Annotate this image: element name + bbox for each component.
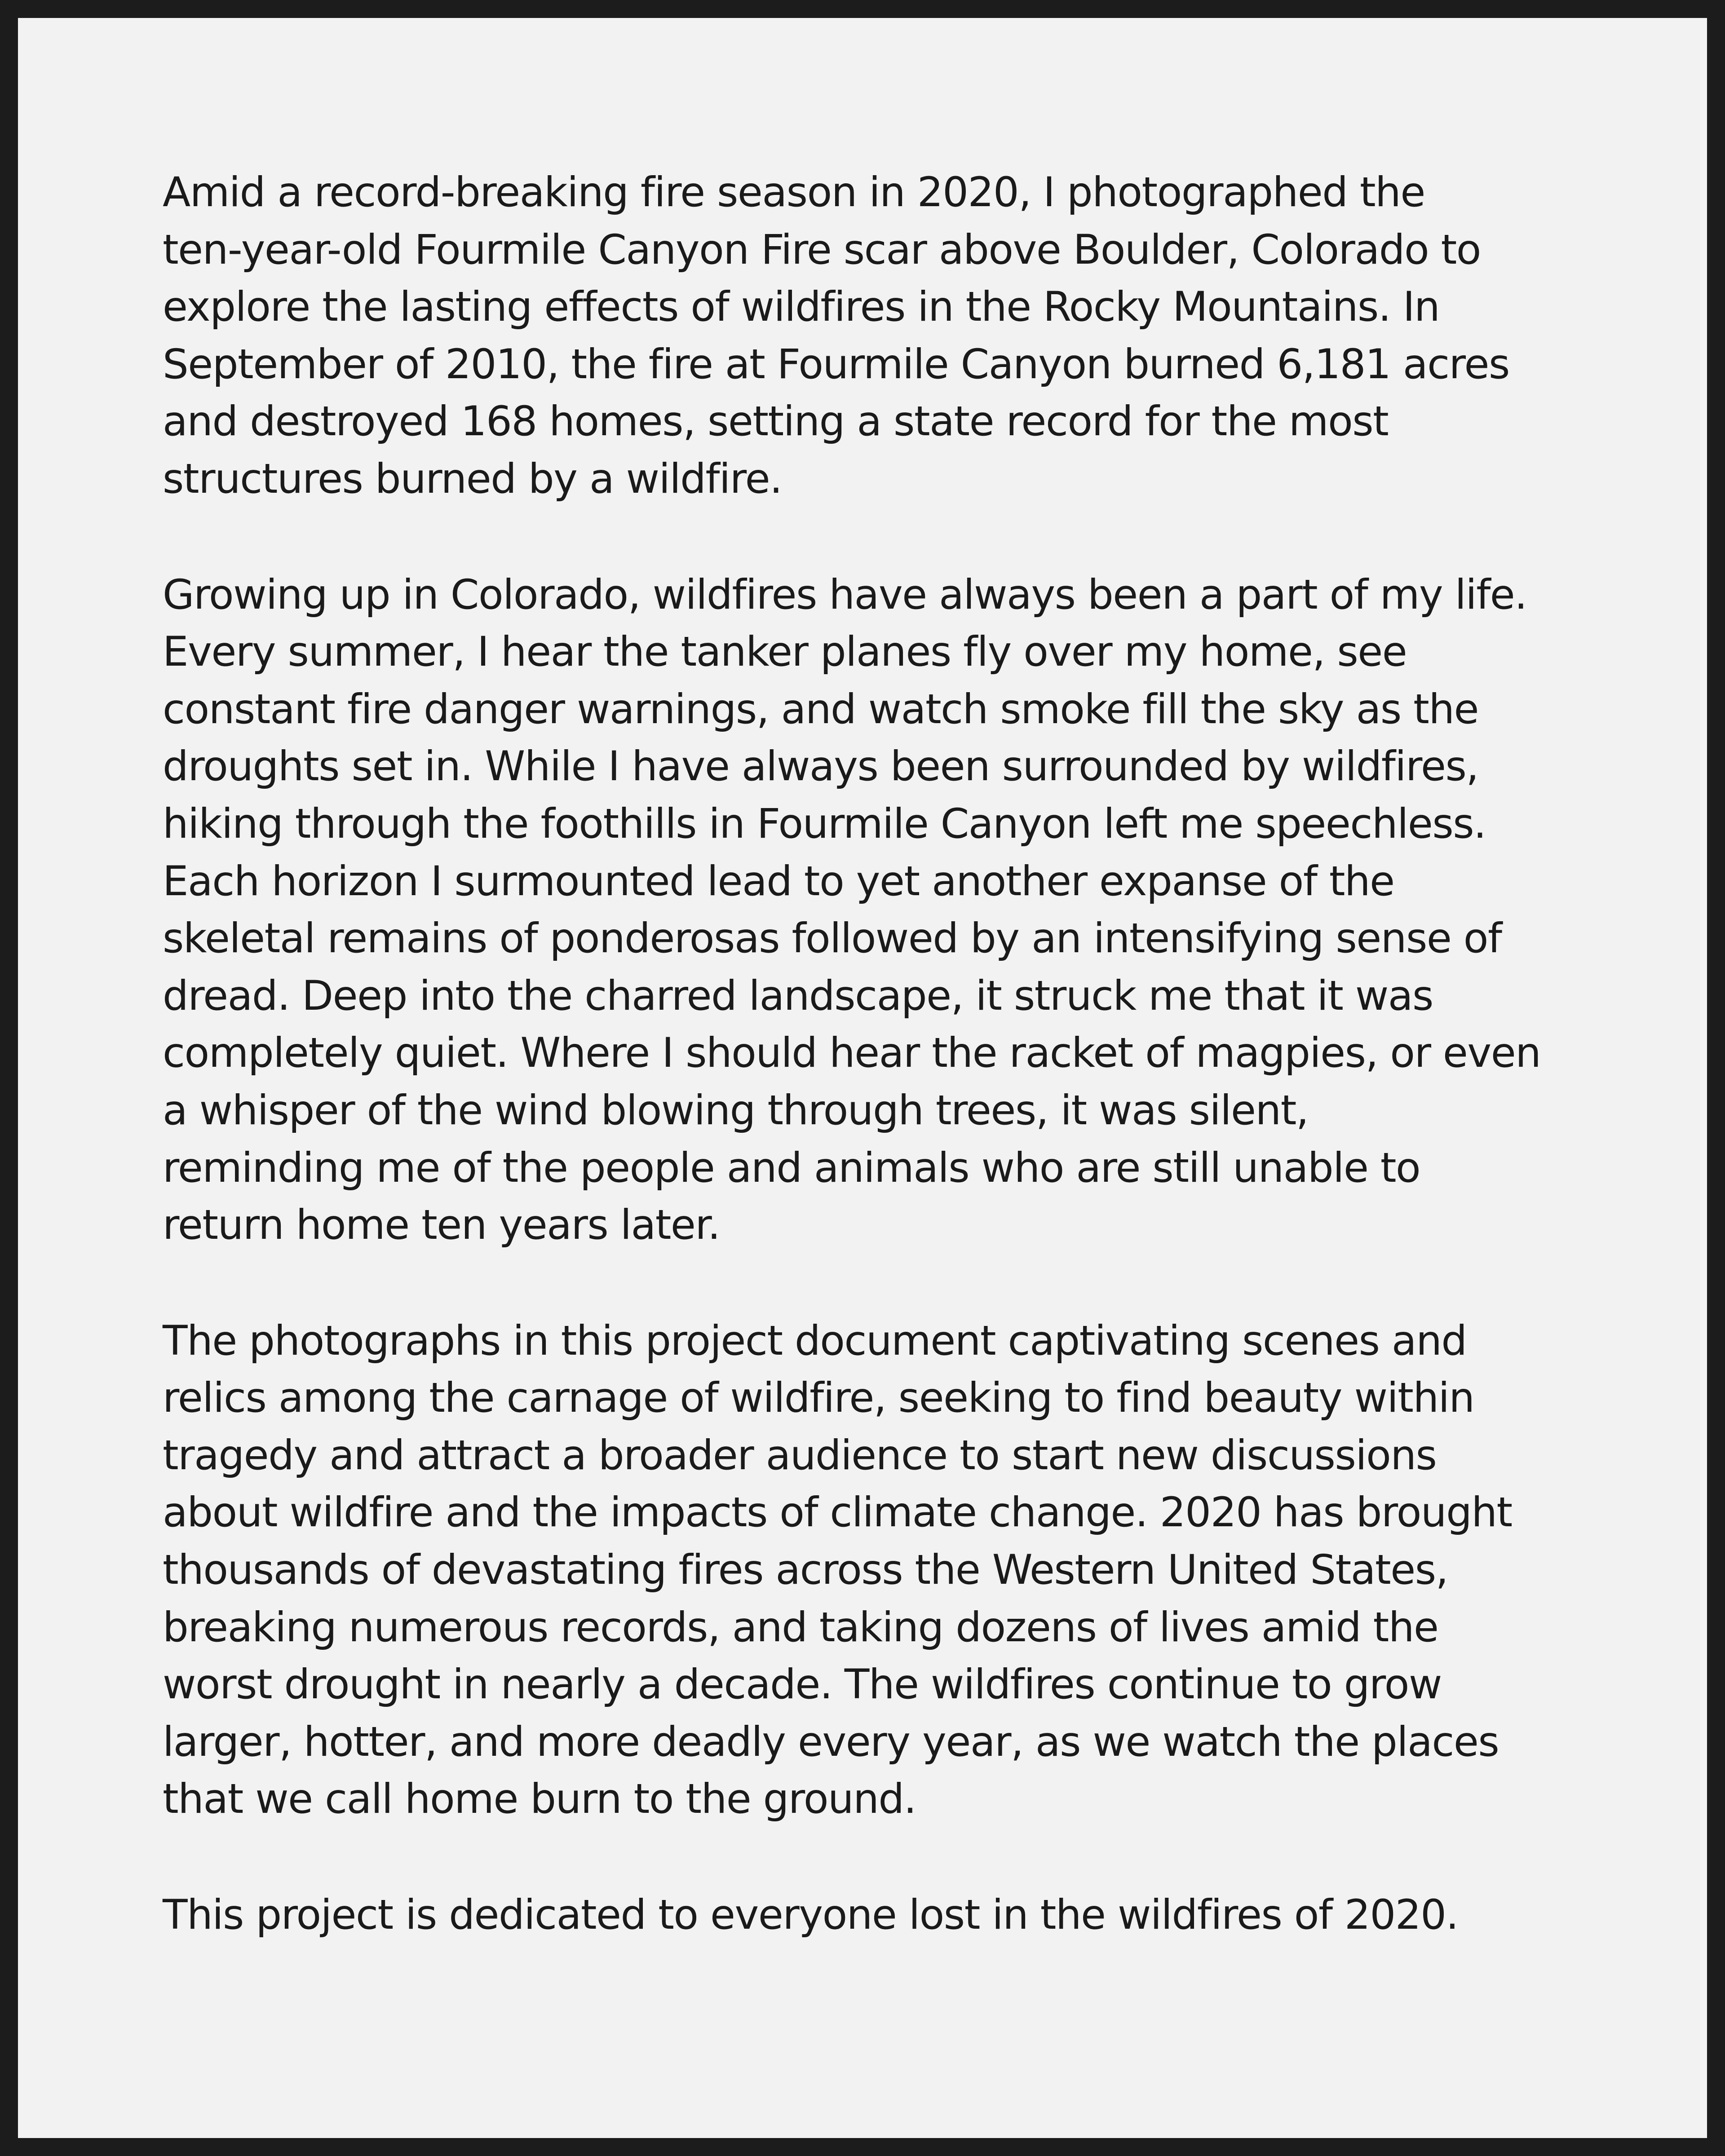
text-line: constant fire danger warnings, and watch smoke fill the sky as the: [163, 685, 1479, 733]
text-line: breaking numerous records, and taking dozens of lives amid the: [163, 1604, 1438, 1651]
paragraph-intro: [163, 164, 1600, 508]
text-line: relics among the carnage of wildfire, seeking to find beauty within: [163, 1374, 1474, 1422]
text-line: droughts set in. While I have always been surrounded by wildfires,: [163, 743, 1478, 791]
text-line: reminding me of the people and animals who are still unable to: [163, 1144, 1420, 1192]
document-page: [18, 18, 1707, 2138]
text-line: This project is dedicated to everyone lost in the wildfires of 2020.: [163, 1891, 1458, 1939]
text-line: Amid a record-breaking fire season in 2020, I photographed the: [163, 169, 1425, 216]
text-line: structures burned by a wildfire.: [163, 455, 782, 503]
paragraph-growing-up: [163, 566, 1600, 1254]
text-line: hiking through the foothills in Fourmile Canyon left me speechless.: [163, 800, 1486, 848]
text-line: ten-year-old Fourmile Canyon Fire scar above Boulder, Colorado to: [163, 226, 1481, 274]
text-line: Each horizon I surmounted lead to yet another expanse of the: [163, 857, 1394, 905]
paragraph-dedication: [163, 1886, 1600, 1944]
text-line: Growing up in Colorado, wildfires have always been a part of my life.: [163, 571, 1527, 619]
text-line: dread. Deep into the charred landscape, it struck me that it was: [163, 972, 1433, 1020]
text-line: return home ten years later.: [163, 1202, 720, 1249]
document-body: [163, 164, 1600, 1944]
text-line: explore the lasting effects of wildfires in the Rocky Mountains. In: [163, 283, 1440, 331]
text-line: larger, hotter, and more deadly every year, as we watch the places: [163, 1718, 1499, 1766]
paragraph-photographs: [163, 1312, 1600, 1828]
text-line: thousands of devastating fires across the Western United States,: [163, 1546, 1448, 1594]
text-line: tragedy and attract a broader audience to start new discussions: [163, 1431, 1437, 1479]
text-line: a whisper of the wind blowing through trees, it was silent,: [163, 1087, 1309, 1134]
text-line: The photographs in this project document captivating scenes and: [163, 1317, 1467, 1365]
text-line: that we call home burn to the ground.: [163, 1776, 916, 1823]
text-line: skeletal remains of ponderosas followed by an intensifying sense of: [163, 915, 1502, 963]
text-line: September of 2010, the fire at Fourmile Canyon burned 6,181 acres: [163, 340, 1509, 388]
text-line: Every summer, I hear the tanker planes fly over my home, see: [163, 628, 1407, 676]
text-line: and destroyed 168 homes, setting a state record for the most: [163, 398, 1389, 446]
text-line: worst drought in nearly a decade. The wildfires continue to grow: [163, 1661, 1442, 1709]
text-line: about wildfire and the impacts of climate change. 2020 has brought: [163, 1489, 1512, 1537]
text-line: completely quiet. Where I should hear the racket of magpies, or even: [163, 1029, 1541, 1077]
